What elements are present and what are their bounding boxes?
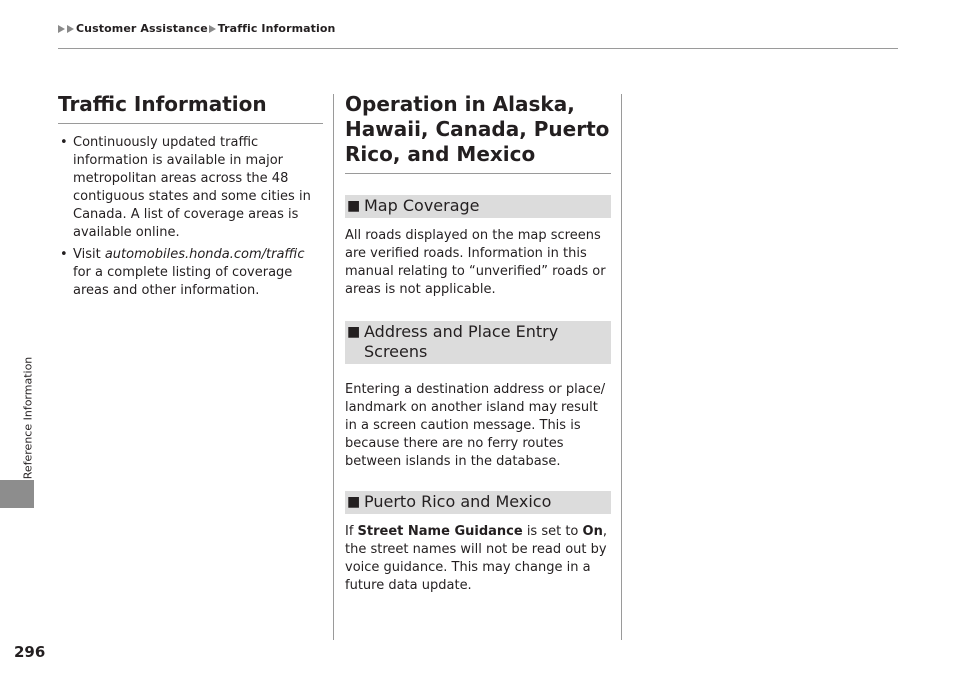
paragraph-text: If	[345, 524, 358, 539]
list-item	[58, 246, 323, 300]
right-column	[345, 92, 611, 595]
subsection-heading	[345, 491, 611, 514]
left-column	[58, 92, 323, 304]
square-bullet-icon: ■	[347, 198, 361, 214]
column-divider	[333, 94, 334, 640]
paragraph	[345, 523, 611, 595]
list-item	[58, 134, 323, 242]
header-divider	[58, 48, 898, 49]
section-title-line: Rico, and Mexico	[345, 142, 536, 166]
title-divider	[58, 123, 323, 124]
breadcrumb	[58, 22, 336, 35]
list-item-text: Continuously updated traffic information is available in major metropolitan areas across the 48 contiguous states and some cities in Canada. A list of coverage areas is available online.	[73, 135, 311, 240]
bullet-list	[58, 134, 323, 300]
side-section-tab	[0, 480, 34, 508]
subsection-heading	[345, 321, 611, 364]
page-title: Traffic Information	[58, 92, 267, 116]
section-title-divider	[345, 173, 611, 174]
list-item-text: Visit	[73, 247, 105, 262]
page-number: 296	[14, 643, 46, 661]
section-title-line: Operation in Alaska,	[345, 92, 575, 116]
subsection-title: Map Coverage	[364, 196, 480, 215]
setting-value: On	[582, 524, 603, 539]
subsection-title: Puerto Rico and Mexico	[364, 492, 552, 511]
square-bullet-icon: ■	[347, 494, 361, 510]
breadcrumb-arrow-icon	[67, 25, 74, 33]
traffic-url-link[interactable]: automobiles.honda.com/traffic	[104, 247, 305, 262]
list-item-text: for a complete listing of coverage areas and other information.	[73, 265, 293, 298]
breadcrumb-arrow-icon	[58, 25, 65, 33]
paragraph-text: , the street names will not be read out by voice guidance. This may change in a future data update.	[345, 524, 607, 593]
square-bullet-icon: ■	[347, 324, 361, 340]
paragraph: All roads displayed on the map screens are verified roads. Information in this manual relating to “unverified” roads or areas is not applicable.	[345, 228, 606, 297]
column-divider	[621, 94, 622, 640]
section-title	[345, 92, 611, 167]
section-title-line: Hawaii, Canada, Puerto	[345, 117, 610, 141]
subsection-title: Address and Place Entry Screens	[364, 322, 559, 361]
paragraph: Entering a destination address or place/ landmark on another island may result in a screen caution message. This is because there are no ferry routes between islands in the database.	[345, 382, 606, 469]
subsection-heading	[345, 195, 611, 218]
paragraph-text: is set to	[522, 524, 583, 539]
side-section-label	[20, 358, 36, 478]
breadcrumb-item[interactable]: Customer Assistance	[76, 22, 208, 35]
breadcrumb-arrow-icon	[209, 25, 216, 33]
breadcrumb-item[interactable]: Traffic Information	[217, 22, 336, 35]
setting-name: Street Name Guidance	[357, 524, 523, 539]
side-section-text: Reference Information	[21, 356, 35, 480]
